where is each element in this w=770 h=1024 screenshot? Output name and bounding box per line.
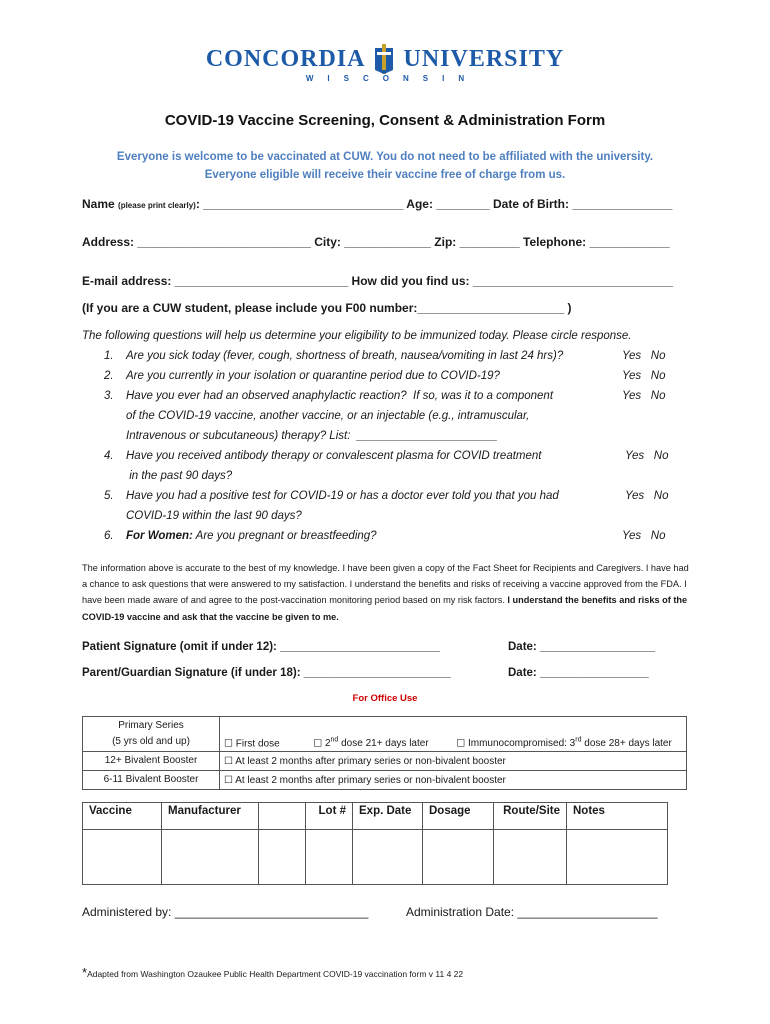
primary-series-options bbox=[220, 717, 687, 752]
consent-text: The information above is accurate to the best of my knowledge. I have been given a copy of the Fact Sheet for Recipients and Caregivers. I have had a chance to ask questions that were answered to my satisfaction. I understand the benefits and risks of receiving a vaccine approved from the FDA. I have been made aware of and agree to the post-vaccination monitoring period based on my risk factors. bbox=[82, 563, 689, 606]
question-number: 2. bbox=[104, 370, 114, 382]
student-id-field[interactable]: (If you are a CUW student, please include you F00 number:______________________ ) bbox=[82, 301, 572, 315]
question-text: Have you had a positive test for COVID-19 or has a doctor ever told you that you had bbox=[126, 490, 559, 502]
yes-no-response[interactable]: Yes No bbox=[622, 530, 666, 542]
question-number: 4. bbox=[104, 450, 114, 462]
question-number: 6. bbox=[104, 530, 114, 542]
bivalent-12-label: 12+ Bivalent Booster bbox=[83, 752, 220, 771]
question-line bbox=[104, 470, 232, 482]
bivalent-6-checkbox[interactable]: ☐ bbox=[224, 774, 233, 786]
address-field[interactable]: Address: __________________________ City: _____________ Zip: _________ Telephone: ____________ bbox=[82, 235, 670, 249]
second-dose-checkbox[interactable]: ☐ bbox=[313, 738, 323, 749]
primary-series-row bbox=[83, 717, 687, 752]
question-line bbox=[104, 370, 500, 382]
administration-date-field[interactable]: Administration Date: _____________________ bbox=[406, 905, 658, 919]
cell-vaccine[interactable] bbox=[83, 830, 162, 885]
patient-signature-date[interactable]: Date: __________________ bbox=[508, 641, 656, 653]
question-line bbox=[104, 430, 497, 442]
crest-icon bbox=[373, 44, 395, 74]
footnote-text: Adapted from Washington Ozaukee Public Health Department COVID-19 vaccination form v 11 4 22 bbox=[87, 969, 464, 979]
parent-signature[interactable]: Parent/Guardian Signature (if under 18): _______________________ bbox=[82, 667, 451, 679]
yes-no-response[interactable]: Yes No bbox=[625, 450, 669, 462]
question-text: Have you ever had an observed anaphylactic reaction? If so, was it to a component bbox=[126, 390, 554, 402]
cell-lot[interactable] bbox=[306, 830, 353, 885]
bivalent-6-option[interactable] bbox=[220, 771, 687, 790]
questions-intro: The following questions will help us determine your eligibility to be immunized today. Please circle response. bbox=[82, 330, 632, 342]
question-number: 3. bbox=[104, 390, 114, 402]
vaccine-series-table bbox=[82, 716, 687, 790]
question-text: COVID-19 within the last 90 days? bbox=[126, 510, 302, 522]
yes-no-response[interactable]: Yes No bbox=[622, 350, 666, 362]
vaccine-record-table bbox=[82, 802, 668, 885]
header-manufacturer: Manufacturer bbox=[162, 803, 259, 830]
welcome-line-2: Everyone eligible will receive their vaccine free of charge from us. bbox=[204, 169, 566, 181]
bivalent-6-row bbox=[83, 771, 687, 790]
question-number: 5. bbox=[104, 490, 114, 502]
header-vaccine: Vaccine bbox=[83, 803, 162, 830]
question-line bbox=[104, 390, 553, 402]
header-exp-date: Exp. Date bbox=[353, 803, 423, 830]
series-label-line-1: Primary Series bbox=[118, 720, 184, 731]
cell-blank[interactable] bbox=[259, 830, 306, 885]
consent-paragraph bbox=[82, 560, 692, 625]
cell-manufacturer[interactable] bbox=[162, 830, 259, 885]
immuno-dose-checkbox[interactable]: ☐ bbox=[456, 738, 466, 749]
yes-no-response[interactable]: Yes No bbox=[625, 490, 669, 502]
header-notes: Notes bbox=[567, 803, 668, 830]
question-text: Intravenous or subcutaneous) therapy? List: ______________________ bbox=[126, 430, 498, 442]
question-line bbox=[104, 410, 529, 422]
administered-by-field[interactable]: Administered by: _____________________________ bbox=[82, 905, 369, 919]
bivalent-6-label: 6-11 Bivalent Booster bbox=[83, 771, 220, 790]
bivalent-12-row bbox=[83, 752, 687, 771]
vaccine-table-entry-row bbox=[83, 830, 668, 885]
bivalent-6-text: At least 2 months after primary series or non-bivalent booster bbox=[235, 774, 506, 786]
header-dosage: Dosage bbox=[423, 803, 494, 830]
parent-signature-date[interactable]: Date: _________________ bbox=[508, 667, 649, 679]
first-dose-checkbox[interactable]: ☐ bbox=[224, 738, 233, 749]
question-bold: For Women: bbox=[126, 530, 193, 542]
primary-series-label bbox=[83, 717, 220, 752]
cell-exp-date[interactable] bbox=[353, 830, 423, 885]
vaccine-table-header bbox=[83, 803, 668, 830]
cell-dosage[interactable] bbox=[423, 830, 494, 885]
header-route-site: Route/Site bbox=[494, 803, 567, 830]
footnote-star: * bbox=[82, 965, 88, 980]
question-line bbox=[104, 350, 563, 362]
question-text: of the COVID-19 vaccine, another vaccine, or an injectable (e.g., intramuscular, bbox=[126, 410, 530, 422]
footnote bbox=[82, 965, 463, 980]
question-text: Are you pregnant or breastfeeding? bbox=[192, 530, 377, 542]
bivalent-12-text: At least 2 months after primary series or non-bivalent booster bbox=[235, 755, 506, 767]
bivalent-12-option[interactable] bbox=[220, 752, 687, 771]
consent-bold: I understand the benefits and risks of the COVID-19 vaccine and ask that the vaccine be given to me. bbox=[82, 595, 688, 622]
name-label: Name bbox=[82, 197, 115, 211]
name-note: (please print clearly) bbox=[118, 201, 196, 210]
form-title: COVID-19 Vaccine Screening, Consent & Administration Form bbox=[164, 112, 606, 129]
question-text: Are you currently in your isolation or quarantine period due to COVID-19? bbox=[126, 370, 500, 382]
question-line bbox=[104, 510, 302, 522]
question-line bbox=[104, 530, 377, 542]
logo-word-right: UNIVERSITY bbox=[403, 45, 565, 72]
name-field[interactable] bbox=[82, 197, 672, 211]
question-line bbox=[104, 450, 541, 462]
logo-subtitle: WISCONSIN bbox=[305, 74, 479, 83]
question-line bbox=[104, 490, 559, 502]
question-text: Have you received antibody therapy or convalescent plasma for COVID treatment bbox=[126, 450, 542, 462]
welcome-message bbox=[0, 148, 770, 184]
name-rest: : ______________________________ Age: ________ Date of Birth: _______________ bbox=[195, 197, 673, 211]
yes-no-response[interactable]: Yes No bbox=[622, 370, 666, 382]
header-lot: Lot # bbox=[306, 803, 353, 830]
office-use-label: For Office Use bbox=[352, 693, 418, 704]
welcome-line-1: Everyone is welcome to be vaccinated at CUW. You do not need to be affiliated with the university. bbox=[116, 151, 654, 163]
first-dose-label: First dose bbox=[235, 738, 280, 749]
header-blank bbox=[259, 803, 306, 830]
bivalent-12-checkbox[interactable]: ☐ bbox=[224, 755, 233, 767]
patient-signature[interactable]: Patient Signature (omit if under 12): _________________________ bbox=[82, 641, 440, 653]
series-label-line-2: (5 yrs old and up) bbox=[112, 736, 190, 747]
cell-route-site[interactable] bbox=[494, 830, 567, 885]
question-number: 1. bbox=[104, 350, 114, 362]
email-field[interactable]: E-mail address: __________________________ How did you find us: ______________________________ bbox=[82, 274, 674, 288]
immuno-dose-label: Immunocompromised: 3rd dose 28+ days later bbox=[467, 736, 672, 749]
university-logo bbox=[0, 44, 770, 83]
yes-no-response[interactable]: Yes No bbox=[622, 390, 666, 402]
question-text: Are you sick today (fever, cough, shortness of breath, nausea/vomiting in last 24 hrs)? bbox=[126, 350, 564, 362]
second-dose-label: 2nd dose 21+ days later bbox=[324, 736, 429, 749]
logo-word-left: CONCORDIA bbox=[205, 45, 366, 72]
cell-notes[interactable] bbox=[567, 830, 668, 885]
question-text: in the past 90 days? bbox=[126, 470, 233, 482]
